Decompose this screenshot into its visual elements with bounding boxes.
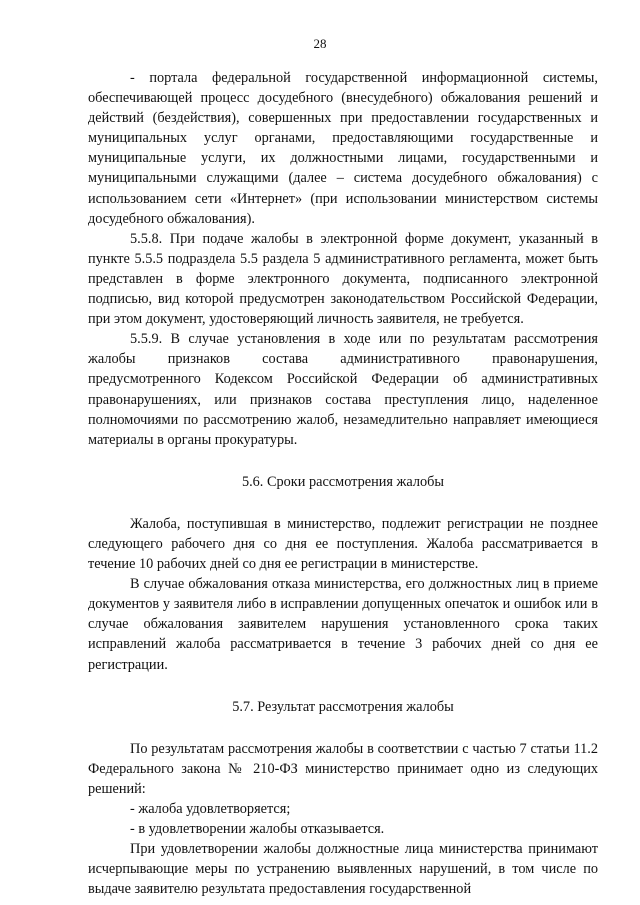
paragraph-5-5-8: 5.5.8. При подаче жалобы в электронной форме документ, указанный в пункте 5.5.5 подраздела 5.5 раздела 5 административного регламента, может быть представлен в форме электронного документа, подписанного электронной подписью, вид которой предусмотрен законодательством Российской Федерации, при этом документ, удостоверяющий личность заявителя, не требуется. [88,230,598,328]
paragraph-closing: При удовлетворении жалобы должностные лица министерства принимают исчерпывающие меры по устранению выявленных нарушений, в том числе по выдаче заявителю результата предоставления государственной [88,841,598,898]
paragraph-refusal-appeal: В случае обжалования отказа министерства, его должностных лиц в приеме документов у заявителя либо в исправлении допущенных опечаток и ошибок или в случае обжалования заявителем нарушения установленного срока таких исправлений жалоба рассматривается в течение 3 рабочих дней со дня ее регистрации. [88,576,598,673]
paragraph-portal-item: - портала федеральной государственной информационной системы, обеспечивающей процесс досудебного (внесудебного) обжалования решений и действий (бездействия), совершенных при предоставлении государственных и муниципальных услуг органами, предоставляющими государственные и муниципальные услуги, их должностными лицами, государственными и муниципальными служащими (далее – система досудебного обжалования) с использованием сети «Интернет» (при использовании министерством системы досудебного обжалования). [88,70,598,227]
list-item-refused: - в удовлетворении жалобы отказывается. [130,821,385,838]
paragraph-decision-intro: По результатам рассмотрения жалобы в соответствии с частью 7 статьи 11.2 Федерального закона № 210-ФЗ министерство принимает одно из следующих решений: [88,740,598,797]
page-number: 28 [313,36,327,51]
document-body [88,68,598,899]
section-heading-5-7: 5.7. Результат рассмотрения жалобы [232,698,454,715]
paragraph-5-5-9: 5.5.9. В случае установления в ходе или по результатам рассмотрения жалобы признаков состава административного правонарушения, предусмотренного Кодексом Российской Федерации об административных правонарушениях, или признаков состава преступления лицо, наделенное полномочиями по рассмотрению жалоб, незамедлительно направляет имеющиеся материалы в органы прокуратуры. [88,331,598,448]
list-item-granted: - жалоба удовлетворяется; [130,801,291,817]
paragraph-registration-deadline: Жалоба, поступившая в министерство, подлежит регистрации не позднее следующего рабочего дня со дня ее поступления. Жалоба рассматривается в течение 10 рабочих дней со дня ее регистрации в министерстве. [88,515,598,573]
section-heading-5-6: 5.6. Сроки рассмотрения жалобы [241,473,445,490]
